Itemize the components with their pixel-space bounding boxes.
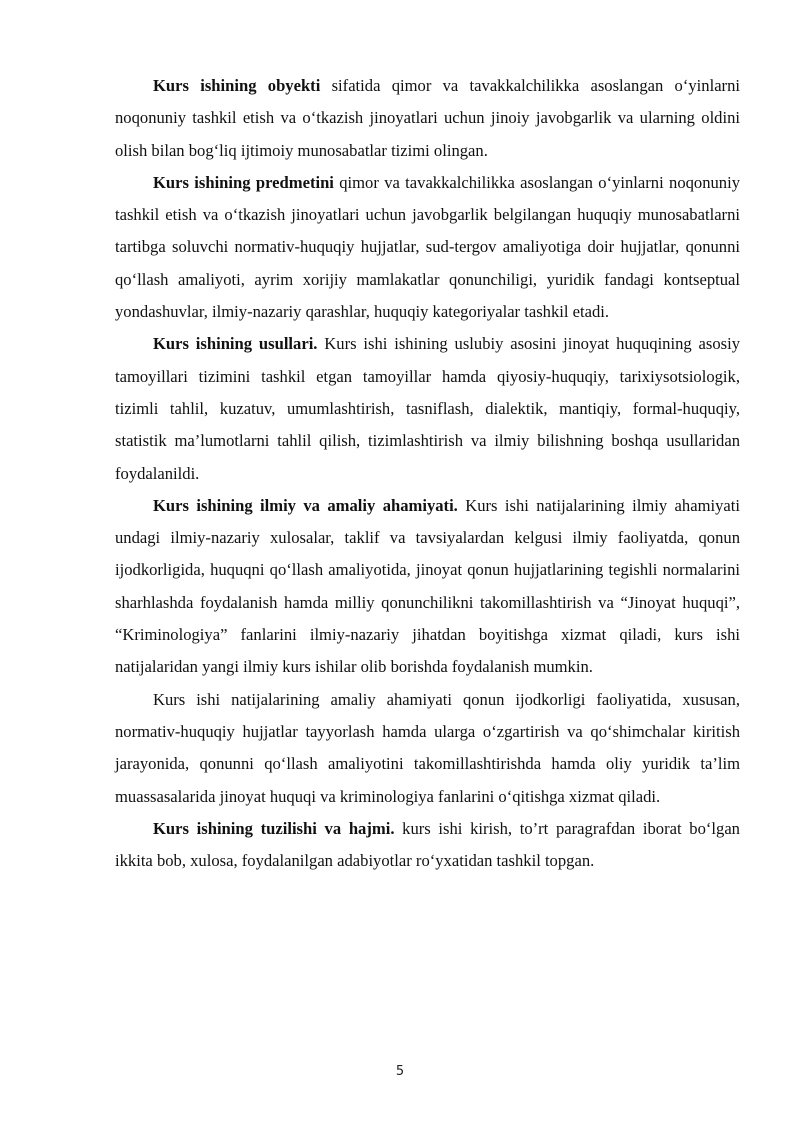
paragraph-object xyxy=(115,70,740,167)
paragraph-lead: Kurs ishining ilmiy va amaliy ahamiyati. xyxy=(153,495,458,515)
paragraph-structure xyxy=(115,813,740,878)
paragraph-text: Kurs ishi ishining uslubiy asosini jinoyat huquqining asosiy tamoyillari tizimini tashkil etgan tamoyillar hamda qiyosiy-huquqiy, tarixiysotsiologik, tizimli tahlil, kuzatuv, umumlashtirish, tasniflash, dialektik, mantiqiy, formal-huquqiy, statistik ma’lumotlarni tahlil qilish, tizimlashtirish va ilmiy bilishning boshqa usullaridan foydalanildi. xyxy=(115,334,740,483)
paragraph-text: Kurs ishi natijalarining ilmiy ahamiyati undagi ilmiy-nazariy xulosalar, taklif va tavsiyalardan kelgusi ilmiy faoliyatda, qonun ijodkorligida, huquqni qo‘llash amaliyotida, jinoyat qonun hujjatlarining tegishli normalarini sharhlashda foydalanish hamda milliy qonunchilikni takomillashtirish va “Jinoyat huquqi”, “Kriminologiya” fanlarini ilmiy-nazariy jihatdan boyitishga xizmat qiladi, kurs ishi natijalaridan yangi ilmiy kurs ishilar olib borishda foydalanish mumkin. xyxy=(115,495,740,677)
paragraph-significance xyxy=(115,490,740,684)
paragraph-text: Kurs ishi natijalarining amaliy ahamiyati qonun ijodkorligi faoliyatida, xususan, normativ-huquqiy hujjatlar tayyorlash hamda ularga o‘zgartirish va qo‘shimchalar kiritish jarayonida, qonunni qo‘llash amaliyotini takomillashtirishda hamda oliy yuridik ta’lim muassasalarida jinoyat huquqi va kriminologiya fanlarini o‘qitishga xizmat qiladi. xyxy=(115,689,740,806)
paragraph-text: qimor va tavakkalchilikka asoslangan o‘yinlarni noqonuniy tashkil etish va o‘tkazish jinoyatlari uchun javobgarlik belgilangan huquqiy munosabatlarni tartibga soluvchi normativ-huquqiy hujjatlar, sud-tergov amaliyotiga doir hujjatlar, qonunni qo‘llash amaliyoti, ayrim xorijiy mamlakatlar qonunchiligi, yuridik fandagi kontseptual yondashuvlar, ilmiy-nazariy qarashlar, huquqiy kategoriyalar tashkil etadi. xyxy=(115,172,741,322)
body-text xyxy=(115,70,740,877)
paragraph-text: sifatida qimor va tavakkalchilikka asoslangan o‘yinlarni noqonuniy tashkil etish va o‘tkazish jinoyatlari uchun jinoiy javobgarlik va ularning oldini olish bilan bog‘liq ijtimoiy munosabatlar tizimi olingan. xyxy=(115,76,740,160)
paragraph-text: kurs ishi kirish, to’rt paragrafdan iborat bo‘lgan ikkita bob, xulosa, foydalanilgan adabiyotlar ro‘yxatidan tashkil topgan. xyxy=(115,818,740,871)
paragraph-lead: Kurs ishining tuzilishi va hajmi. xyxy=(153,818,395,838)
paragraph-methods xyxy=(115,328,740,489)
paragraph-lead: Kurs ishining obyekti xyxy=(153,76,321,95)
paragraph-practical-significance xyxy=(115,684,740,813)
paragraph-lead: Kurs ishining usullari. xyxy=(153,334,318,354)
page-number: 5 xyxy=(395,1064,405,1079)
paragraph-lead: Kurs ishining predmetini xyxy=(153,172,334,192)
paragraph-subject xyxy=(115,167,740,328)
